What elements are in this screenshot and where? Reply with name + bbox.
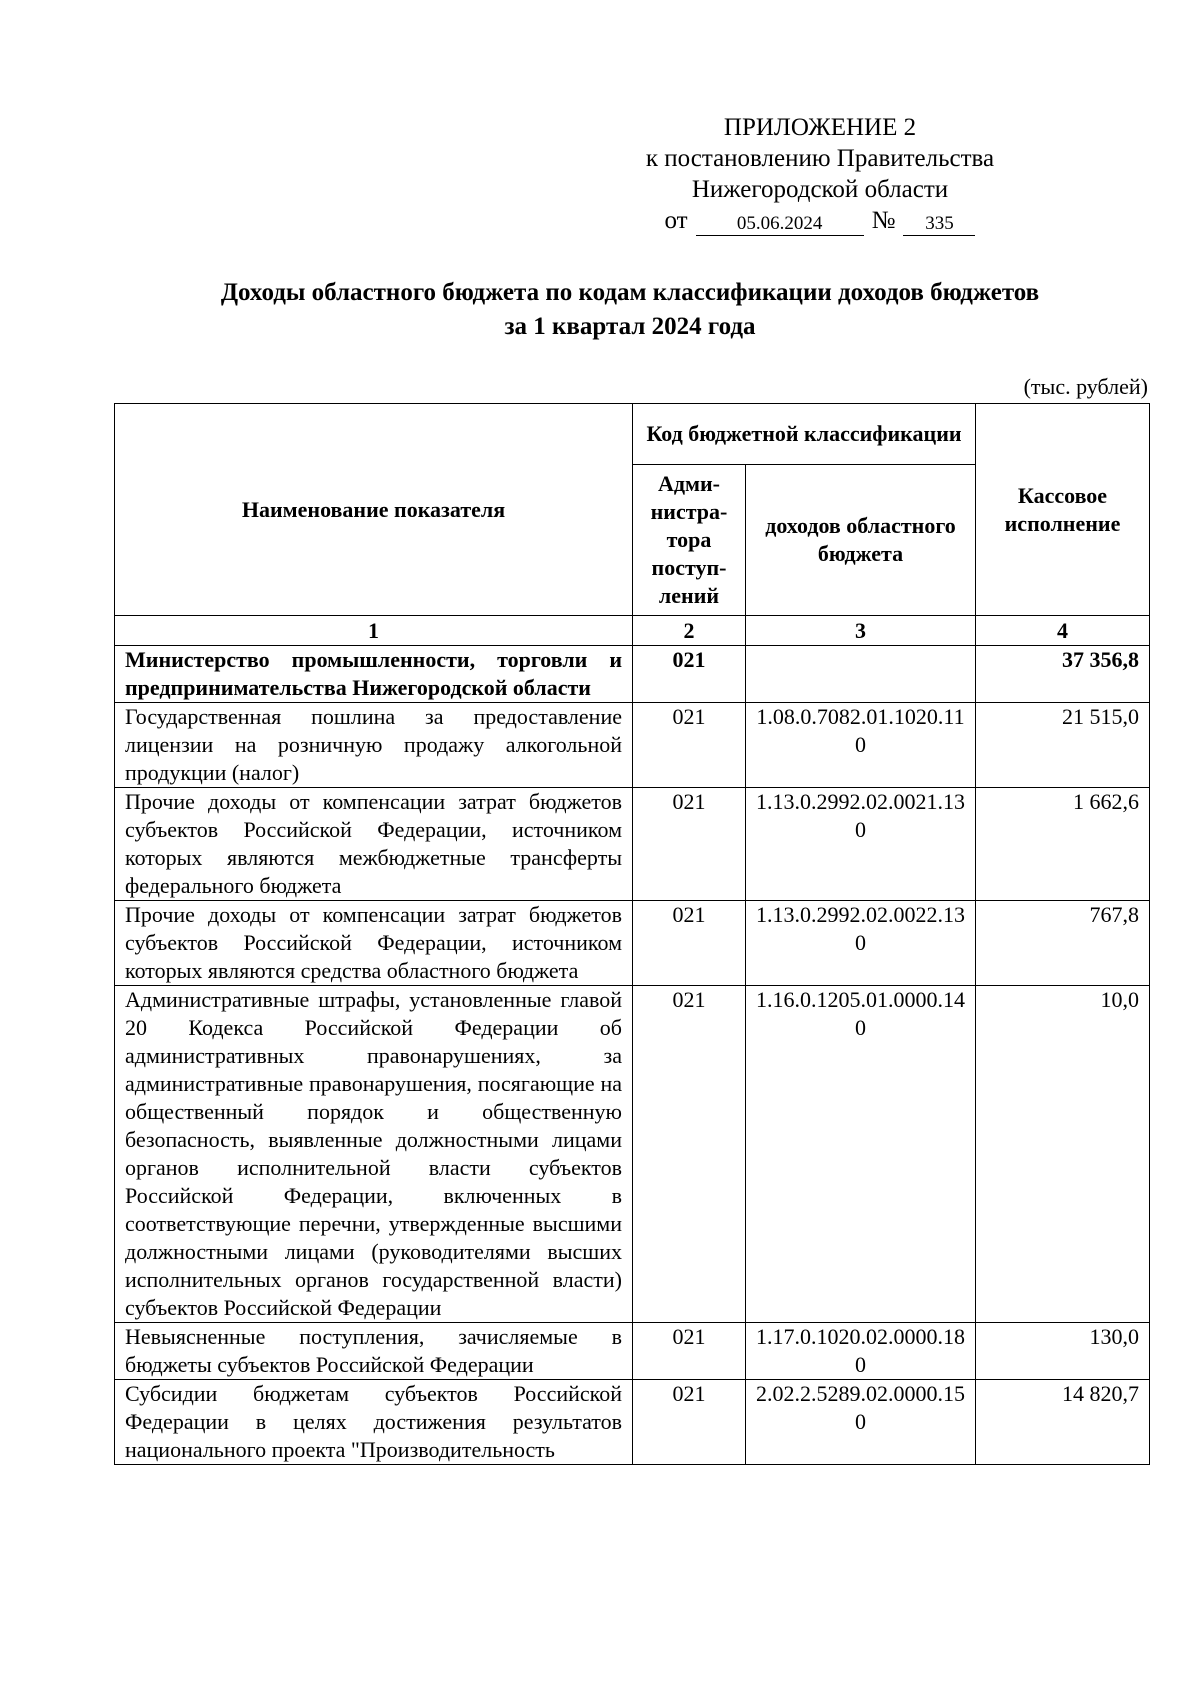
column-number-2: 2 [633,616,746,646]
table-row [115,1380,1150,1465]
row-execution: 10,0 [976,986,1150,1323]
row-execution: 37 356,8 [976,646,1150,703]
resolution-date: 05.06.2024 [696,213,864,236]
row-admin-code: 021 [633,1380,746,1465]
header-income: доходов областного бюджета [746,465,976,616]
row-income-code: 1.08.0.7082.01.1020.110 [746,703,976,788]
resolution-number: 335 [903,213,975,236]
row-execution: 1 662,6 [976,788,1150,901]
table-row [115,1323,1150,1380]
row-name: Министерство промышленности, торговли и предпринимательства Нижегородской области [115,646,633,703]
row-name: Субсидии бюджетам субъектов Российской Федерации в целях достижения результатов национального проекта "Производительность [115,1380,633,1465]
row-execution: 14 820,7 [976,1380,1150,1465]
document-title [100,276,1160,344]
header-admin: Адми-нистра-тора поступ-лений [633,465,746,616]
row-income-code: 1.13.0.2992.02.0022.130 [746,901,976,986]
row-execution: 21 515,0 [976,703,1150,788]
header-execution: Кассовое исполнение [976,404,1150,616]
row-income-code: 1.13.0.2992.02.0021.130 [746,788,976,901]
table-row [115,788,1150,901]
row-admin-code: 021 [633,646,746,703]
appendix-title: ПРИЛОЖЕНИЕ 2 [723,114,917,141]
resolution-date-line [600,205,1040,236]
table-row [115,703,1150,788]
date-prefix: от [664,207,688,234]
appendix-block [600,112,1040,236]
row-execution: 130,0 [976,1323,1150,1380]
appendix-region-line: Нижегородской области [691,176,949,203]
row-income-code: 1.17.0.1020.02.0000.180 [746,1323,976,1380]
header-name: Наименование показателя [115,404,633,616]
income-table [114,403,1150,1465]
table-row [115,901,1150,986]
row-admin-code: 021 [633,901,746,986]
row-name: Государственная пошлина за предоставление лицензии на розничную продажу алкогольной продукции (налог) [115,703,633,788]
column-number-3: 3 [746,616,976,646]
document-title-line-2: за 1 квартал 2024 года [504,313,756,340]
row-income-code [746,646,976,703]
header-code-group: Код бюджетной классификации [633,404,976,465]
row-income-code: 1.16.0.1205.01.0000.140 [746,986,976,1323]
row-name: Невыясненные поступления, зачисляемые в бюджеты субъектов Российской Федерации [115,1323,633,1380]
number-prefix: № [871,207,896,234]
table-row [115,986,1150,1323]
row-name: Прочие доходы от компенсации затрат бюджетов субъектов Российской Федерации, источником которых являются средства областного бюджета [115,901,633,986]
table-row [115,646,1150,703]
appendix-resolution-line: к постановлению Правительства [645,145,995,172]
row-admin-code: 021 [633,986,746,1323]
row-execution: 767,8 [976,901,1150,986]
row-name: Прочие доходы от компенсации затрат бюджетов субъектов Российской Федерации, источником которых являются межбюджетные трансферты федерального бюджета [115,788,633,901]
document-title-line-1: Доходы областного бюджета по кодам классификации доходов бюджетов [220,279,1040,306]
row-admin-code: 021 [633,703,746,788]
units-label: (тыс. рублей) [1023,374,1148,399]
row-admin-code: 021 [633,788,746,901]
row-income-code: 2.02.2.5289.02.0000.150 [746,1380,976,1465]
column-number-1: 1 [115,616,633,646]
column-number-4: 4 [976,616,1150,646]
row-name: Административные штрафы, установленные главой 20 Кодекса Российской Федерации об административных правонарушениях, за административные правонарушения, посягающие на общественный порядок и общественную безопасность, выявленные должностными лицами органов исполнительной власти субъектов Российской Федерации, включенных в соответствующие перечни, утвержденные высшими должностными лицами (руководителями высших исполнительных органов государственной власти) субъектов Российской Федерации [115,986,633,1323]
row-admin-code: 021 [633,1323,746,1380]
